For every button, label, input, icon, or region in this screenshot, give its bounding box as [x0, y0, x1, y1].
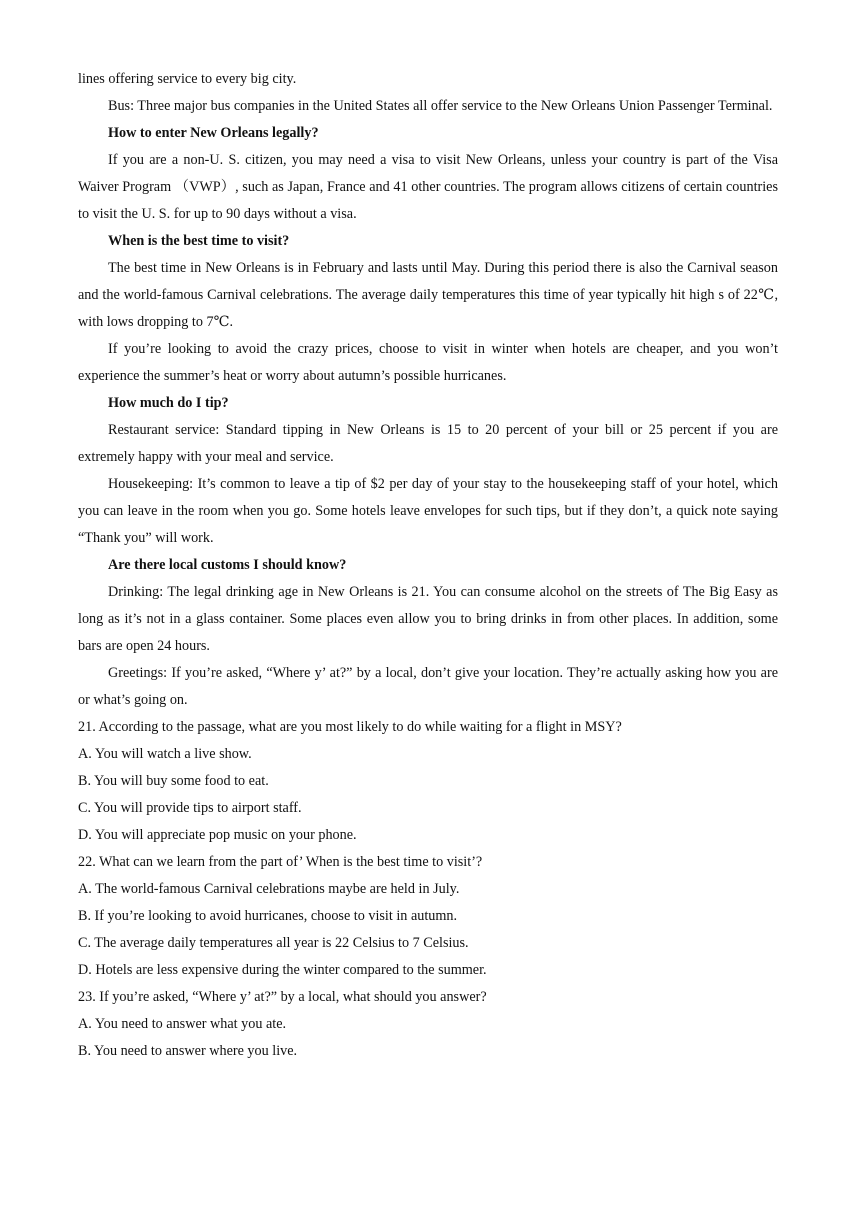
paragraph-bus: Bus: Three major bus companies in the United States all offer service to the New Orleans Union Passenger Terminal.: [108, 98, 773, 114]
question-21-option-d: D. You will appreciate pop music on your phone.: [78, 827, 357, 843]
question-22-stem: 22. What can we learn from the part of’ When is the best time to visit’?: [78, 854, 483, 870]
paragraph-visa: If you are a non-U. S. citizen, you may need a visa to visit New Orleans, unless your country is part of the Visa Waiver Program （VWP）, such as Japan, France and 41 other countries. The program allows citizens of certain countries to visit the U. S. for up to 90 days without a visa.: [78, 152, 778, 222]
question-21-option-a: A. You will watch a live show.: [78, 746, 252, 762]
paragraph-drinking: Drinking: The legal drinking age in New Orleans is 21. You can consume alcohol on the streets of The Big Easy as long as it’s not in a glass container. Some places even allow you to bring drinks in from other places. In addition, some bars are open 24 hours.: [78, 584, 778, 654]
question-21-option-b: B. You will buy some food to eat.: [78, 773, 269, 789]
heading-best-time: When is the best time to visit?: [108, 233, 290, 249]
paragraph-winter: If you’re looking to avoid the crazy prices, choose to visit in winter when hotels are cheaper, and you won’t experience the summer’s heat or worry about autumn’s possible hurricanes.: [78, 341, 778, 384]
question-22-option-b: B. If you’re looking to avoid hurricanes, choose to visit in autumn.: [78, 908, 458, 924]
heading-tipping: How much do I tip?: [108, 395, 229, 411]
document-page: [78, 66, 778, 1065]
heading-local-customs: Are there local customs I should know?: [108, 557, 347, 573]
heading-enter-legally: How to enter New Orleans legally?: [108, 125, 319, 141]
paragraph-housekeeping: Housekeeping: It’s common to leave a tip of $2 per day of your stay to the housekeeping staff of your hotel, which you can leave in the room when you go. Some hotels leave envelopes for such tips, but if they don’t, a quick note saying “Thank you” will work.: [78, 476, 778, 546]
paragraph-best-time: The best time in New Orleans is in February and lasts until May. During this period there is also the Carnival season and the world-famous Carnival celebrations. The average daily temperatures this time of year typically hit high s of 22℃, with lows dropping to 7℃.: [78, 260, 778, 330]
question-23-option-b: B. You need to answer where you live.: [78, 1043, 298, 1059]
question-23-option-a: A. You need to answer what you ate.: [78, 1016, 287, 1032]
question-22-option-d: D. Hotels are less expensive during the winter compared to the summer.: [78, 962, 487, 978]
question-21-stem: 21. According to the passage, what are you most likely to do while waiting for a flight in MSY?: [78, 719, 622, 735]
question-22-option-c: C. The average daily temperatures all year is 22 Celsius to 7 Celsius.: [78, 935, 469, 951]
question-21-option-c: C. You will provide tips to airport staff.: [78, 800, 302, 816]
question-22-option-a: A. The world-famous Carnival celebrations maybe are held in July.: [78, 881, 460, 897]
paragraph-greetings: Greetings: If you’re asked, “Where y’ at?” by a local, don’t give your location. They’re actually asking how you are or what’s going on.: [78, 665, 778, 708]
question-23-stem: 23. If you’re asked, “Where y’ at?” by a local, what should you answer?: [78, 989, 487, 1005]
passage-continuation: lines offering service to every big city.: [78, 71, 297, 87]
paragraph-restaurant: Restaurant service: Standard tipping in New Orleans is 15 to 20 percent of your bill or 25 percent if you are extremely happy with your meal and service.: [78, 422, 778, 465]
